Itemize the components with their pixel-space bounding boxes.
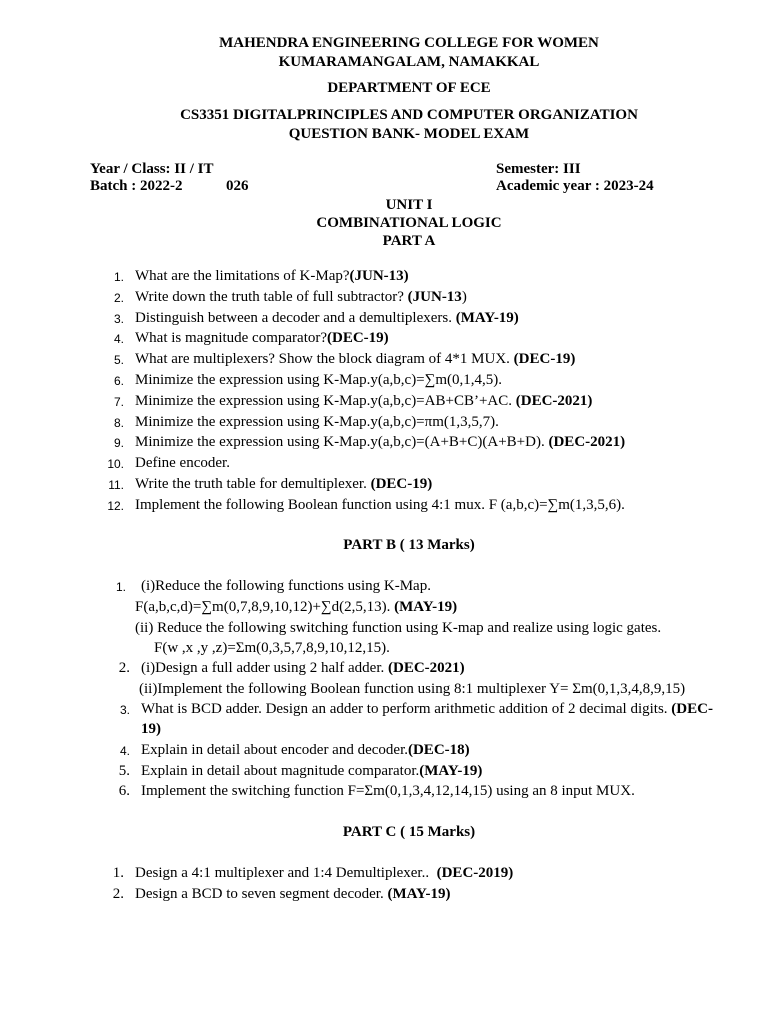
part-a-question-number: 2. (113, 291, 124, 305)
part-a-question (135, 268, 409, 285)
part-a-question-text: Minimize the expression using K-Map.y(a,b,c)=πm(1,3,5,7). (135, 414, 499, 430)
academic-year: Academic year : 2023-24 (496, 178, 654, 194)
part-a-question (135, 330, 389, 347)
department: DEPARTMENT OF ECE (327, 80, 491, 96)
year-class: Year / Class: II / IT (90, 161, 214, 177)
college-location: KUMARAMANGALAM, NAMAKKAL (278, 54, 540, 70)
part-c-q2 (135, 886, 451, 903)
part-a-question-number: 1. (113, 270, 124, 284)
part-b-q1-b: (ii) Reduce the following switching function using K-map and realize using logic gates. (135, 620, 662, 636)
part-b-q1-a2-tag: (MAY-19) (394, 599, 458, 615)
part-a-question-tag: (MAY-19) (455, 310, 519, 326)
course-title: CS3351 DIGITALPRINCIPLES AND COMPUTER ORGANIZATION (180, 107, 638, 123)
part-a-question (135, 434, 625, 451)
part-b-q4-number: 4. (119, 744, 130, 758)
part-a-question (135, 393, 592, 410)
part-a-question-number: 3. (113, 312, 124, 326)
part-a-question-text: Minimize the expression using K-Map.y(a,b,c)=AB+CB’+AC. (135, 393, 516, 409)
part-b-q3-tag-cont (141, 721, 161, 738)
part-c-q2-text: Design a BCD to seven segment decoder. (135, 886, 388, 902)
part-a-question-number: 8. (113, 416, 124, 430)
part-b-q3 (141, 701, 713, 718)
part-b-q3-number: 3. (119, 703, 130, 717)
part-a-question-tag: (DEC-19) (370, 476, 433, 492)
part-b-q3-tag: (DEC- (671, 701, 713, 717)
part-b-q4-tag: (DEC-18) (407, 742, 470, 758)
part-b-q2-a (141, 660, 465, 677)
part-c-q1 (135, 865, 513, 882)
semester: Semester: III (496, 161, 581, 177)
part-b-q2-number: 2. (118, 660, 130, 676)
part-a-question-number: 12. (107, 499, 124, 513)
part-b-q3-tag2: 19) (141, 721, 161, 737)
part-b-title: PART B ( 13 Marks) (343, 537, 475, 553)
unit-title: UNIT I (385, 197, 433, 213)
part-a-question (135, 414, 499, 431)
part-b-q5-tag: (MAY-19) (419, 763, 483, 779)
exam-title: QUESTION BANK- MODEL EXAM (288, 126, 530, 142)
part-b-q2-a-text: (i)Design a full adder using 2 half adder. (141, 660, 389, 676)
part-b-q5-text: Explain in detail about magnitude comparator. (141, 763, 420, 779)
unit-topic: COMBINATIONAL LOGIC (316, 215, 502, 231)
part-b-q4-text: Explain in detail about encoder and decoder. (141, 742, 408, 758)
part-c-q2-tag: (MAY-19) (387, 886, 451, 902)
batch-suffix: 026 (226, 178, 249, 194)
batch: Batch : 2022-2 (90, 178, 183, 194)
part-a-question-tag: (DEC-19) (513, 351, 576, 367)
part-b-q2-b: (ii)Implement the following Boolean function using 8:1 multiplexer Y= Σm(0,1,3,4,8,9,15) (139, 681, 686, 697)
part-b-q1-number: 1. (115, 580, 126, 594)
part-a-question-text: Write the truth table for demultiplexer. (135, 476, 371, 492)
part-a-question-text: Implement the following Boolean function using 4:1 mux. F (a,b,c)=∑m(1,3,5,6). (135, 497, 625, 513)
college-name: MAHENDRA ENGINEERING COLLEGE FOR WOMEN (219, 35, 599, 51)
part-a-question (135, 497, 625, 514)
part-b-q5 (141, 763, 482, 780)
part-b-q1-a2-text: F(a,b,c,d)=∑m(0,7,8,9,10,12)+∑d(2,5,13). (135, 599, 395, 615)
part-b-q1-a: (i)Reduce the following functions using K-Map. (141, 578, 431, 594)
part-c-title: PART C ( 15 Marks) (342, 824, 476, 840)
part-b-q5-number: 5. (118, 763, 130, 779)
part-a-question-text: What are the limitations of K-Map? (135, 268, 350, 284)
part-b-q1-b2: F(w ,x ,y ,z)=Σm(0,3,5,7,8,9,10,12,15). (154, 640, 390, 656)
part-a-question-text: What is magnitude comparator? (135, 330, 328, 346)
part-a-question (135, 455, 230, 472)
part-b-q6: Implement the switching function F=Σm(0,1,3,4,12,14,15) using an 8 input MUX. (141, 783, 635, 799)
part-a-question-suffix: ) (461, 289, 467, 305)
part-b-q2-a-tag: (DEC-2021) (388, 660, 465, 676)
part-a-question-text: Minimize the expression using K-Map.y(a,b,c)=∑m(0,1,4,5). (135, 372, 502, 388)
part-a-question-tag: (JUN-13) (349, 268, 409, 284)
part-a-question (135, 289, 467, 306)
part-a-question-text: Minimize the expression using K-Map.y(a,b,c)=(A+B+C)(A+B+D). (135, 434, 549, 450)
part-b-q4 (141, 742, 470, 759)
part-a-question-text: Define encoder. (135, 455, 230, 471)
part-a-title: PART A (382, 233, 436, 249)
part-a-question (135, 351, 575, 368)
part-a-question (135, 476, 432, 493)
part-a-question-text: What are multiplexers? Show the block diagram of 4*1 MUX. (135, 351, 514, 367)
part-b-q3-text: What is BCD adder. Design an adder to perform arithmetic addition of 2 decimal digits. (141, 701, 672, 717)
part-c-q2-number: 2. (112, 886, 124, 902)
part-b-q6-number: 6. (118, 783, 130, 799)
part-a-question-number: 6. (113, 374, 124, 388)
part-c-q1-number: 1. (112, 865, 124, 881)
part-a-question-number: 4. (113, 332, 124, 346)
part-a-question-tag: (JUN-13 (407, 289, 462, 305)
part-a-question-text: Distinguish between a decoder and a demultiplexers. (135, 310, 456, 326)
part-a-question (135, 310, 519, 327)
part-a-question-tag: (DEC-19) (327, 330, 389, 346)
part-a-question-number: 11. (108, 478, 124, 492)
part-c-q1-text: Design a 4:1 multiplexer and 1:4 Demultiplexer.. (135, 865, 437, 881)
part-a-question-number: 7. (113, 395, 124, 409)
part-b-q1-a2 (135, 599, 457, 616)
part-a-question-text: Write down the truth table of full subtractor? (135, 289, 408, 305)
part-a-question-tag: (DEC-2021) (548, 434, 626, 450)
part-a-question-number: 10. (107, 457, 124, 471)
part-a-question-tag: (DEC-2021) (515, 393, 593, 409)
part-a-question-number: 9. (113, 436, 124, 450)
part-c-q1-tag: (DEC-2019) (436, 865, 514, 881)
part-a-question (135, 372, 502, 389)
part-a-question-number: 5. (113, 353, 124, 367)
